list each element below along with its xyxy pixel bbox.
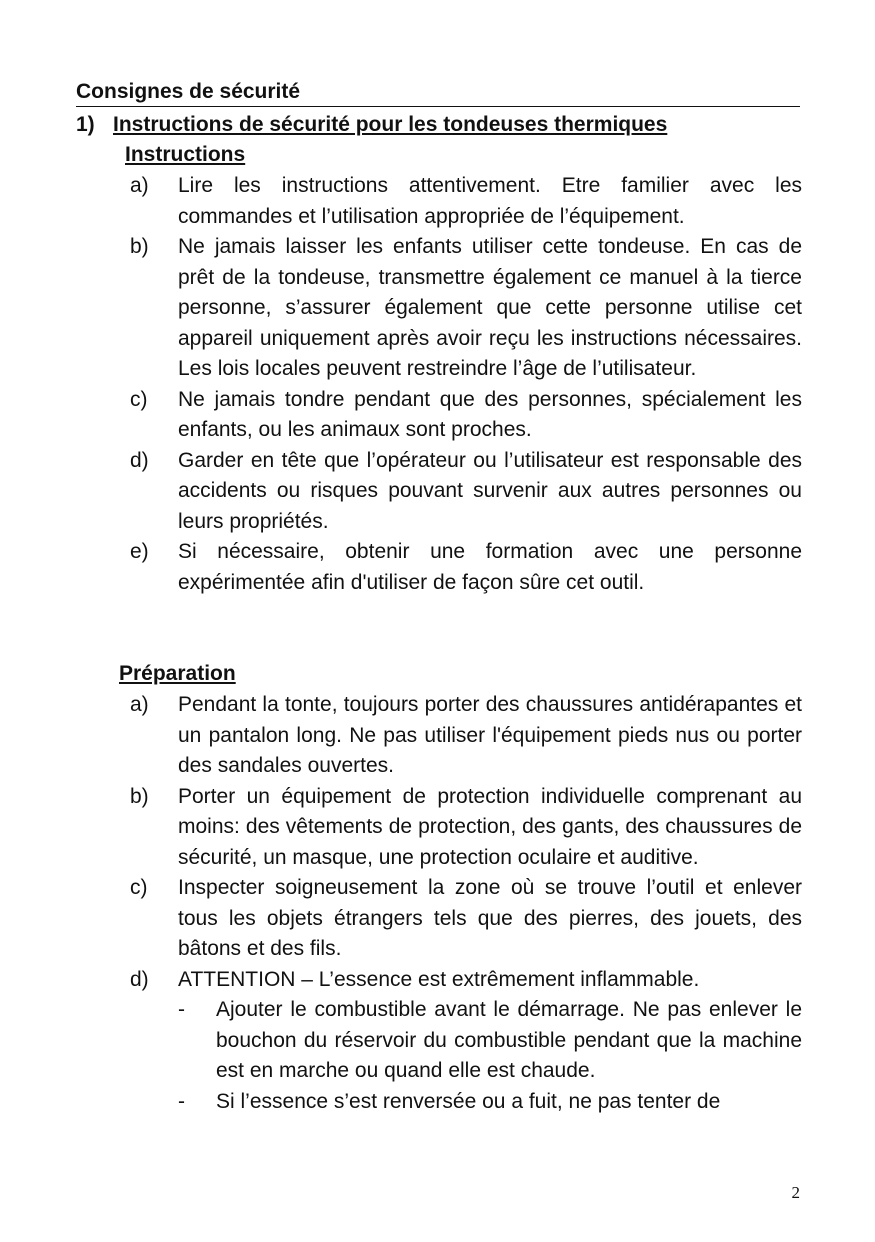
item-text: Garder en tête que l’opérateur ou l’utilisateur est responsable des accidents ou risques pouvant survenir aux autres personnes ou leurs propriétés. — [178, 448, 802, 533]
item-text: Porter un équipement de protection individuelle comprenant au moins: des vêtements de protection, des gants, des chaussures de sécurité, un masque, une protection oculaire et auditive. — [178, 784, 802, 869]
list-item — [130, 446, 802, 538]
item-letter: c) — [130, 387, 148, 411]
item-text: Ne jamais tondre pendant que des personnes, spécialement les enfants, ou les animaux sont proches. — [178, 387, 802, 441]
item-letter: a) — [130, 174, 149, 197]
section-title: Instructions de sécurité pour les tondeuses thermiques — [113, 113, 668, 136]
list-item — [130, 782, 802, 874]
preparation-heading: Préparation — [119, 662, 236, 685]
preparation-list — [130, 690, 802, 1117]
item-text: ATTENTION – L’essence est extrêmement inflammable. — [178, 967, 700, 991]
page-number: 2 — [791, 1183, 800, 1202]
dash-marker: - — [178, 1089, 185, 1113]
instructions-heading: Instructions — [125, 143, 246, 166]
list-item — [130, 171, 802, 232]
section-heading — [76, 110, 667, 140]
list-item — [130, 873, 802, 965]
item-letter: d) — [130, 967, 149, 991]
item-text: Ne jamais laisser les enfants utiliser cette tondeuse. En cas de prêt de la tondeuse, transmettre également ce manuel à la tierce personne, s’assurer également que cette personne utilise cet appareil uniquement après avoir reçu les instructions nécessaires. Les lois locales peuvent restreindre l’âge de l’utilisateur. — [178, 235, 802, 380]
item-text: Lire les instructions attentivement. Etre familier avec les commandes et l’utilisation appropriée de l’équipement. — [178, 174, 802, 228]
item-text: Inspecter soigneusement la zone où se trouve l’outil et enlever tous les objets étrangers tels que des pierres, des jouets, des bâtons et des fils. — [178, 876, 802, 960]
item-text: Si nécessaire, obtenir une formation avec une personne expérimentée afin d'utiliser de façon sûre cet outil. — [178, 540, 802, 594]
list-item — [130, 385, 802, 446]
list-item — [130, 690, 802, 782]
dash-marker: - — [178, 998, 185, 1021]
item-letter: a) — [130, 693, 149, 716]
sub-list — [178, 995, 802, 1117]
item-letter: b) — [130, 235, 149, 258]
item-letter: c) — [130, 876, 148, 899]
sub-item-text: Ajouter le combustible avant le démarrage. Ne pas enlever le bouchon du réservoir du combustible pendant que la machine est en marche ou quand elle est chaude. — [216, 998, 802, 1082]
section-number: 1) — [76, 113, 95, 136]
list-item — [130, 232, 802, 385]
sub-item-text: Si l’essence s’est renversée ou a fuit, ne pas tenter de — [216, 1089, 721, 1113]
instructions-list — [130, 171, 802, 598]
item-letter: d) — [130, 448, 149, 472]
list-item — [130, 537, 802, 598]
item-letter: e) — [130, 540, 149, 563]
list-item — [130, 965, 802, 1118]
item-text: Pendant la tonte, toujours porter des chaussures antidérapantes et un pantalon long. Ne pas utiliser l'équipement pieds nus ou porter des sandales ouvertes. — [178, 693, 802, 777]
sub-list-item — [178, 995, 802, 1087]
sub-list-item — [178, 1087, 802, 1118]
page-title: Consignes de sécurité — [76, 78, 800, 107]
item-letter: b) — [130, 784, 149, 808]
